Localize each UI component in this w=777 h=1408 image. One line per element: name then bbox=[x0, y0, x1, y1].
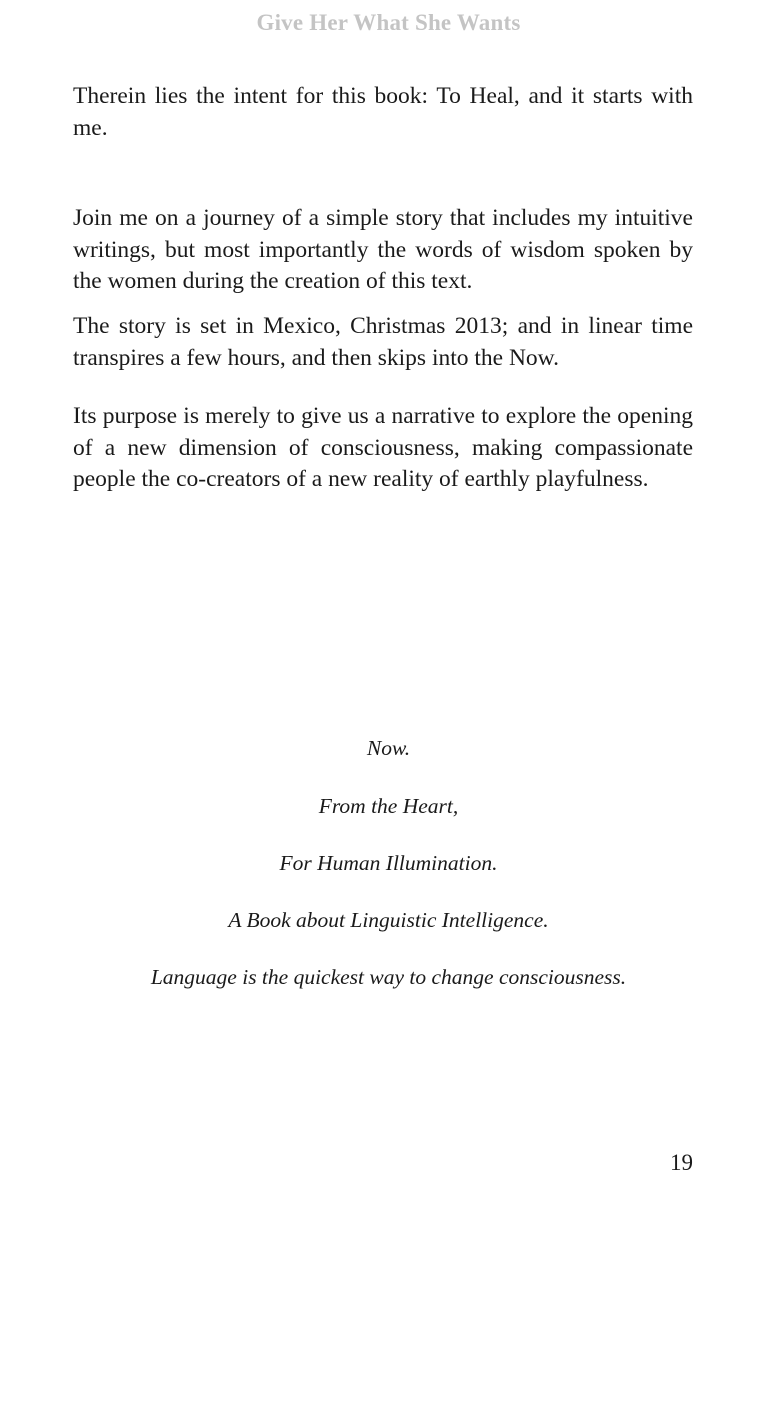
dedication-line: Language is the quickest way to change consciousness. bbox=[150, 965, 627, 989]
dedication-line: Now. bbox=[366, 736, 411, 760]
running-header-title: Give Her What She Wants bbox=[256, 10, 521, 35]
paragraph: Therein lies the intent for this book: To Heal, and it starts with me. bbox=[73, 83, 693, 141]
paragraph: Its purpose is merely to give us a narrative to explore the opening of a new dimension of consciousness, making compassionate people the co-creators of a new reality of earthly playfulness. bbox=[73, 403, 693, 492]
paragraph: The story is set in Mexico, Christmas 2013; and in linear time transpires a few hours, and then skips into the Now. bbox=[73, 313, 693, 371]
dedication-line: For Human Illumination. bbox=[279, 851, 498, 875]
page-number: 19 bbox=[670, 1150, 693, 1175]
dedication-line: A Book about Linguistic Intelligence. bbox=[228, 908, 549, 932]
dedication-line: From the Heart, bbox=[318, 794, 459, 818]
paragraph: Join me on a journey of a simple story that includes my intuitive writings, but most importantly the words of wisdom spoken by the women during the creation of this text. bbox=[73, 205, 693, 294]
